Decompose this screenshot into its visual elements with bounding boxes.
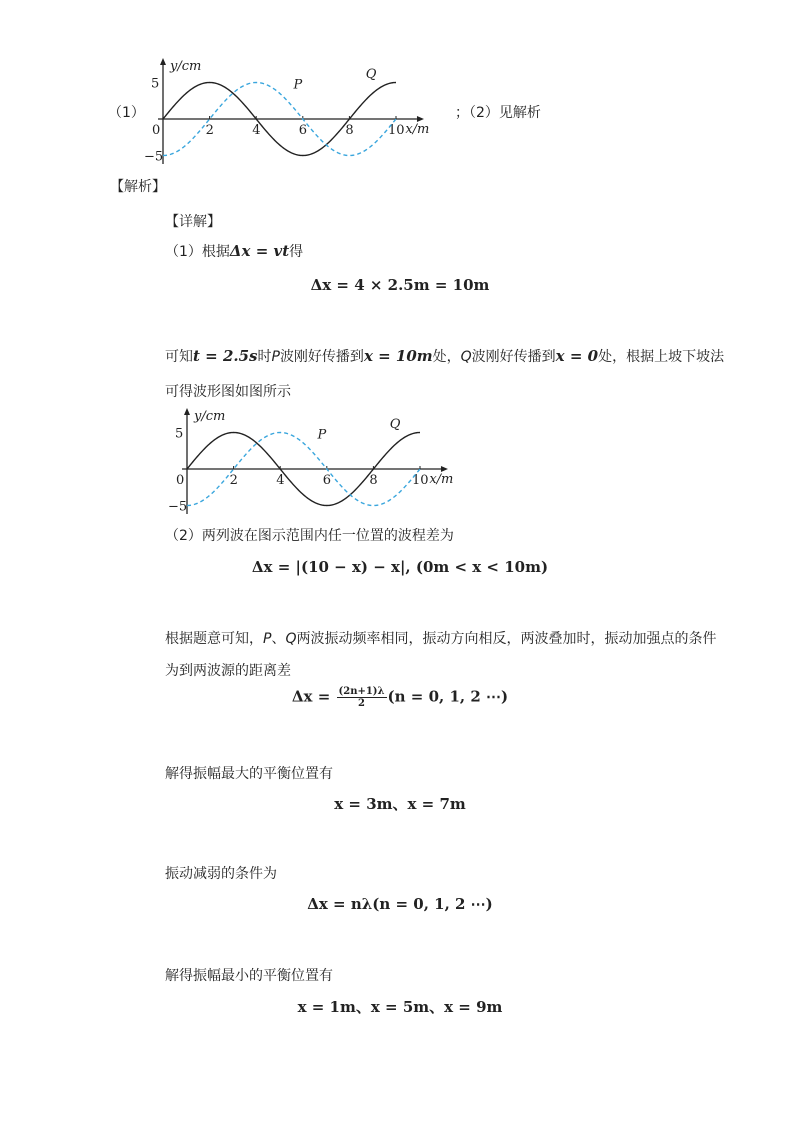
x-axis-label: x/m [405, 122, 430, 137]
formula: t = 2.5s [193, 347, 258, 365]
paragraph-7: 解得振幅最小的平衡位置有 [165, 968, 333, 984]
text: 得 [289, 244, 304, 260]
x-tick-label: 10 [388, 123, 405, 138]
wave-figure-answer [136, 55, 456, 170]
text: 两波振动频率相同，振动方向相反，两波叠加时，振动加强点的条件 [296, 631, 717, 647]
equation-5: Δx = nλ(n = 0, 1, 2 ⋯) [307, 895, 493, 913]
equation-2: Δx = |(10 − x) − x|, (0m < x < 10m) [251, 558, 549, 576]
answer-label-1: （1） [108, 105, 145, 121]
fraction-denominator: 2 [358, 698, 365, 709]
wave-p-label: P [263, 631, 272, 647]
x-tick-label: 10 [412, 473, 429, 488]
y-tick-label: −5 [144, 149, 164, 165]
x-tick-label: 6 [298, 123, 308, 138]
x-tick-label: 6 [322, 473, 332, 488]
section-heading: 【解析】 [110, 179, 166, 195]
x-tick-label: 2 [205, 123, 214, 138]
paragraph-2 [165, 346, 724, 366]
wave-q-label: Q [365, 67, 377, 83]
x-tick-label: 4 [252, 123, 261, 138]
x-tick-label: 8 [345, 123, 354, 138]
text: 时 [257, 349, 272, 365]
y-tick-label: 5 [175, 426, 184, 442]
fraction-numerator: (2n+1)λ [338, 686, 385, 697]
y-axis-arrow [160, 58, 166, 65]
equation-6: x = 1m、x = 5m、x = 9m [297, 998, 503, 1016]
text: 根据题意可知， [165, 631, 263, 647]
wave-q-label: Q [460, 349, 472, 365]
paragraph-1 [165, 241, 303, 261]
wave-figure-solution [160, 405, 480, 520]
fraction [337, 686, 387, 709]
text: 处， [432, 349, 461, 365]
origin-label: 0 [176, 473, 185, 488]
equation-3 [0, 686, 800, 709]
text: 波刚好传播到 [279, 349, 364, 365]
text: 可知 [165, 349, 193, 365]
text: 处，根据上坡下坡法 [598, 349, 725, 365]
wave-p-label: P [271, 349, 280, 365]
paragraph-4-line-2: 为到两波源的距离差 [165, 663, 291, 679]
paragraph-2-line-2: 可得波形图如图所示 [165, 384, 291, 400]
y-axis-arrow [184, 408, 190, 415]
text: 、 [271, 631, 286, 647]
paragraph-5: 解得振幅最大的平衡位置有 [165, 766, 333, 782]
equation-1: Δx = 4 × 2.5m = 10m [310, 276, 490, 294]
x-axis-label: x/m [429, 472, 454, 487]
origin-label: 0 [152, 123, 161, 138]
wave-p-label: P [293, 77, 303, 93]
eq-lhs: Δx = [291, 687, 331, 706]
y-tick-label: 5 [151, 76, 160, 92]
eq-rhs: (n = 0, 1, 2 ⋯) [387, 687, 509, 706]
y-axis-label: y/cm [194, 409, 226, 424]
text: 波刚好传播到 [471, 349, 556, 365]
paragraph-3: （2）两列波在图示范围内任一位置的波程差为 [165, 528, 454, 544]
y-tick-label: −5 [168, 499, 188, 515]
formula: Δx = vt [229, 242, 290, 260]
detail-heading: 【详解】 [165, 214, 221, 230]
paragraph-6: 振动减弱的条件为 [165, 866, 277, 882]
wave-q-label: Q [285, 631, 297, 647]
formula: x = 10m [363, 347, 433, 365]
formula: x = 0 [555, 347, 599, 365]
equation-4: x = 3m、x = 7m [334, 795, 466, 813]
wave-q-label: Q [389, 417, 401, 433]
text: （1）根据 [165, 244, 230, 260]
wave-p-label: P [317, 427, 327, 443]
y-axis-label: y/cm [170, 59, 202, 74]
paragraph-4 [165, 628, 716, 648]
x-tick-label: 2 [229, 473, 238, 488]
answer-tail: ；（2）见解析 [455, 105, 541, 121]
x-tick-label: 8 [369, 473, 378, 488]
x-tick-label: 4 [276, 473, 285, 488]
